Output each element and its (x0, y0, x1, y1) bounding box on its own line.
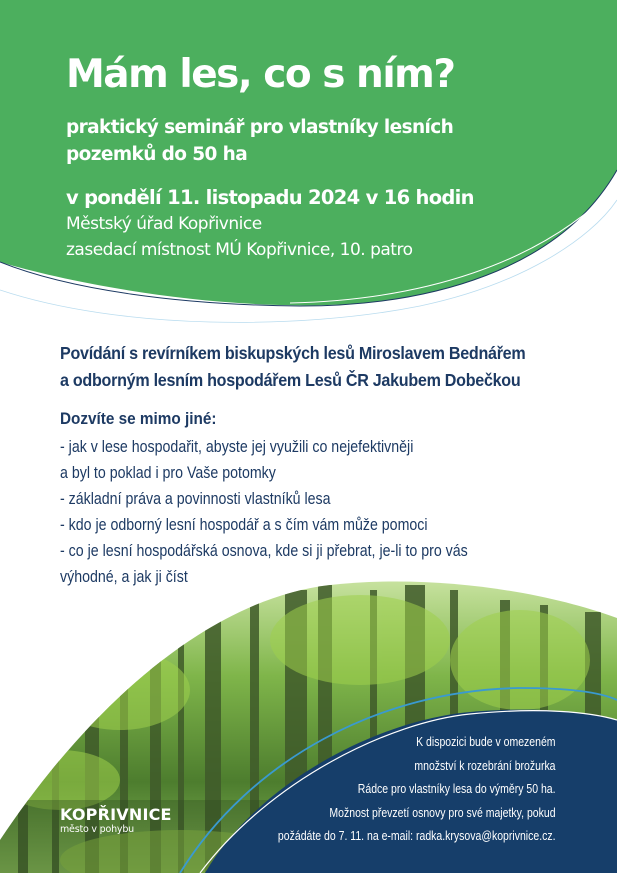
subtitle-line: praktický seminář pro vlastníky lesních (66, 117, 454, 138)
learn-heading: Dozvíte se mimo jiné: (60, 409, 217, 428)
venue-line: Městský úřad Kopřivnice (66, 214, 262, 234)
info-line[interactable]: požádáte do 7. 11. na e-mail: radka.krysova@koprivnice.cz. (278, 828, 556, 843)
info-line: množství k rozebrání brožurka (414, 757, 556, 773)
header-text (66, 52, 474, 263)
list-item: - kdo je odborný lesní hospodář a s čím vám může pomoci (60, 516, 428, 534)
event-title: Mám les, co s ním? (66, 52, 455, 97)
event-date: v pondělí 11. listopadu 2024 v 16 hodin (66, 186, 474, 209)
info-line: Rádce pro vlastníky lesa do výměry 50 ha. (358, 781, 556, 796)
speakers-line: Povídání s revírníkem biskupských lesů Miroslavem Bednářem (60, 343, 526, 363)
subtitle-line: pozemků do 50 ha (66, 144, 248, 165)
event-description (60, 340, 566, 590)
list-item: - jak v lese hospodařit, abyste jej využili co nejefektivněji (60, 438, 414, 456)
brochure-info (217, 730, 556, 848)
city-logo (60, 806, 172, 835)
list-item: - co je lesní hospodářská osnova, kde si ji přebrat, je-li to pro vás (60, 542, 468, 560)
logo-name: KOPŘIVNICE (60, 805, 172, 824)
logo-tagline: město v pohybu (60, 824, 134, 835)
event-subtitle (66, 114, 474, 168)
info-line: K dispozici bude v omezeném (416, 734, 556, 749)
venue-line: zasedací místnost MÚ Kopřivnice, 10. patro (66, 240, 413, 260)
list-item: a byl to poklad i pro Vaše potomky (60, 464, 276, 482)
speakers-line: a odborným lesním hospodářem Lesů ČR Jakubem Dobečkou (60, 370, 521, 390)
topic-list (60, 434, 495, 590)
list-item: výhodné, a jak ji číst (60, 568, 188, 586)
info-line: Možnost převzetí osnovy pro své majetky, pokud (329, 804, 556, 820)
event-venue (66, 211, 474, 263)
speakers (60, 340, 525, 394)
list-item: - základní práva a povinnosti vlastníků lesa (60, 490, 331, 508)
